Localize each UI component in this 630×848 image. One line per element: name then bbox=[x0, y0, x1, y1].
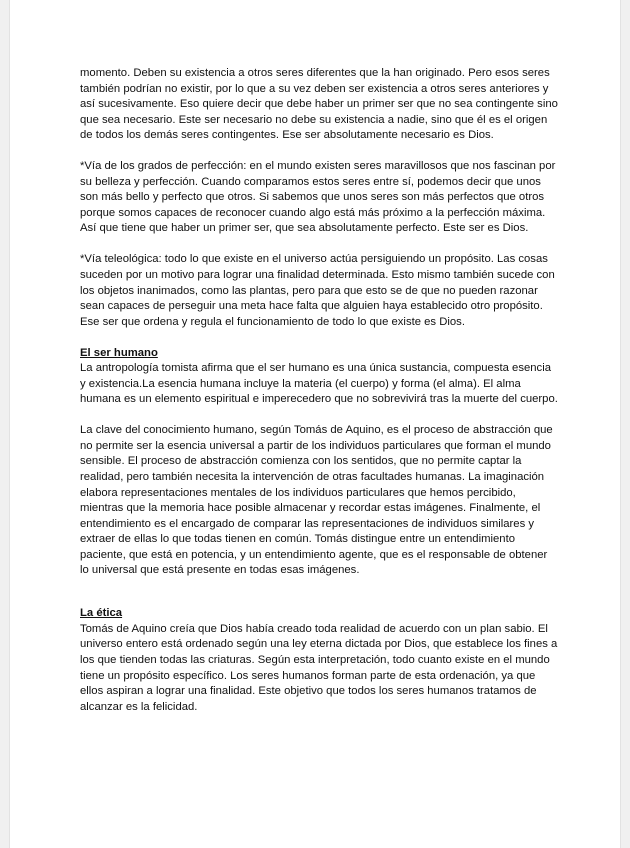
paragraph-teleological-way: *Vía teleológica: todo lo que existe en el universo actúa persiguiendo un propósito. Las cosas suceden por un motivo para lograr una finalidad determinada. Esto mismo también sucede con los objetos inanimados, como las plantas, pero para que esto se de que no pueden razonar sean capaces de perseguir una meta hace falta que alguien haya establecido otro propósito. Ese ser que ordena y regula el funcionamiento de todo lo que existe es Dios. bbox=[80, 253, 555, 328]
heading-etica: La ética bbox=[80, 607, 123, 620]
paragraph-degrees-of-perfection: *Vía de los grados de perfección: en el mundo existen seres maravillosos que nos fascinan por su belleza y perfección. Cuando comparamos estos seres entre sí, podemos decir que unos son más bello y perfecto que otros. Si sabemos que unos seres son más perfectos que otros porque somos capaces de reconocer cuando algo está más próximo a la perfección máxima. Así que tiene que haber un primer ser, que sea absolutamente perfecto. Este ser es Dios. bbox=[80, 160, 556, 235]
paragraph-knowledge: La clave del conocimiento humano, según Tomás de Aquino, es el proceso de abstracción que no permite ser la esencia universal a partir de los individuos particulares que forman el mundo sensible. El proceso de abstracción comienza con los sentidos, que no permite captar la realidad, pero también necesita la intervención de otras facultades humanas. La imaginación elabora representaciones mentales de los individuos particulares que hemos percibido, mientras que la memoria hace posible almacenar y recordar estas imágenes. Finalmente, el entendimiento es el encargado de comparar las representaciones de individuos similares y extraer de ellas lo que todas tienen en común. Tomás distingue entre un entendimiento paciente, que está en potencia, y un entendimiento agente, que es el responsable de obtener lo universal que está presente en todas esas imágenes. bbox=[80, 424, 553, 577]
paragraph-anthropology: La antropología tomista afirma que el ser humano es una única sustancia, compuesta esencia y existencia.La esencia humana incluye la materia (el cuerpo) y forma (el alma). El alma humana es un elemento espiritual e imperecedero que no sobrevivirá tras la muerte del cuerpo. bbox=[80, 362, 558, 406]
paragraph-contingency: momento. Deben su existencia a otros seres diferentes que la han originado. Pero esos seres también podrían no existir, por lo que a su vez deben ser existencia a otros seres anteriores y así sucesivamente. Eso quiere decir que debe haber un primer ser que no sea contingente sino que sea necesario. Este ser necesario no debe su existencia a nadie, sino que él es el origen de todos los demás seres contingentes. Ese ser absolutamente necesario es Dios. bbox=[80, 67, 558, 142]
heading-ser-humano: El ser humano bbox=[80, 346, 158, 359]
document-page bbox=[9, 0, 621, 848]
paragraph-ethics: Tomás de Aquino creía que Dios había creado toda realidad de acuerdo con un plan sabio. El universo entero está ordenado según una ley eterna dictada por Dios, que establece los fines a los que tienden todas las criaturas. Según esta interpretación, todo cuanto existe en el mundo tiene un propósito específico. Los seres humanos forman parte de esta ordenación, ya que ellos aspiran a lograr una finalidad. Este objetivo que todos los seres humanos tratamos de alcanzar es la felicidad. bbox=[80, 622, 558, 713]
section-spacer bbox=[80, 594, 558, 606]
document-content bbox=[80, 66, 558, 731]
